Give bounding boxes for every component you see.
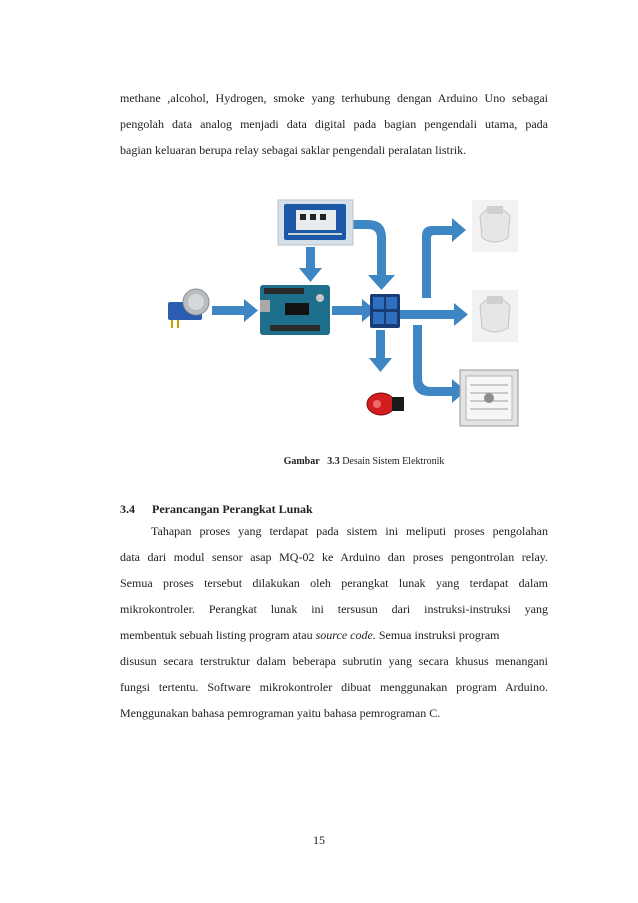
intro-line-3: bagian keluaran berupa relay sebagai saklar pengendali peralatan listrik. [120, 143, 467, 157]
body-line-6: disusun secara terstruktur dalam beberapa subrutin yang secara khusus menangani [120, 654, 548, 668]
body-line-5-start: membentuk sebuah listing program atau [120, 628, 316, 642]
body-line-5 [120, 622, 548, 648]
power-module-image [278, 200, 353, 245]
exhaust-fan-image [460, 370, 518, 426]
arrow-relay-to-lamp-1 [422, 218, 466, 298]
arrow-head-relay-to-lamp-2 [454, 303, 468, 326]
section-title: Perancangan Perangkat Lunak [152, 502, 313, 516]
alarm-buzzer-image [367, 393, 404, 415]
intro-line-2: pengolah data analog menjadi data digital pada bagian pengendali utama, pada [120, 117, 548, 131]
system-diagram-figure [160, 190, 530, 445]
arrow-head-power-to-arduino [299, 268, 322, 282]
arrow-shaft-power-to-arduino [306, 247, 315, 269]
body-line-2: data dari modul sensor asap MQ-02 ke Arduino dan proses pengontrolan relay. [120, 550, 548, 564]
lamp-2-image [472, 290, 518, 342]
gas-sensor-image [168, 289, 209, 328]
body-line-3: Semua proses tersebut dilakukan oleh perangkat lunak yang terdapat dalam [120, 576, 548, 590]
caption-number: 3.3 [327, 456, 340, 467]
arrow-shaft-sensor-to-arduino [212, 306, 244, 315]
flow-arrows [212, 218, 468, 403]
body-paragraph [120, 518, 548, 726]
body-line-1: Tahapan proses yang terdapat pada sistem ini meliputi proses pengolahan [151, 524, 548, 538]
caption-text: Desain Sistem Elektronik [342, 456, 445, 467]
intro-paragraph [120, 85, 548, 163]
body-line-4: mikrokontroler. Perangkat lunak ini tersusun dari instruksi-instruksi yang [120, 602, 548, 616]
lamp-1-image [472, 200, 518, 252]
arrow-shaft-relay-to-lamp-2 [398, 310, 454, 319]
body-line-7: fungsi tertentu. Software mikrokontroler dibuat menggunakan program Arduino. [120, 680, 548, 694]
body-line-8: Menggunakan bahasa pemrograman yaitu bahasa pemrograman C. [120, 706, 441, 720]
arduino-board-image [260, 285, 330, 335]
section-number: 3.4 [120, 502, 135, 516]
section-heading [120, 502, 313, 517]
page-number: 15 [313, 833, 325, 847]
caption-label: Gambar [283, 456, 320, 467]
arrow-shaft-relay-to-buzzer [376, 330, 385, 358]
arrow-shaft-arduino-to-relay [332, 306, 362, 315]
intro-line-1: methane ,alcohol, Hydrogen, smoke yang terhubung dengan Arduino Uno sebagai [120, 91, 548, 105]
arrow-head-sensor-to-arduino [244, 299, 258, 322]
source-code-term: source code. [315, 628, 376, 642]
arrow-head-relay-to-buzzer [369, 358, 392, 372]
relay-module-image [370, 294, 400, 328]
figure-caption [120, 456, 608, 467]
arrow-relay-to-fan [413, 325, 466, 403]
body-line-5-end: Semua instruksi program [375, 628, 500, 642]
